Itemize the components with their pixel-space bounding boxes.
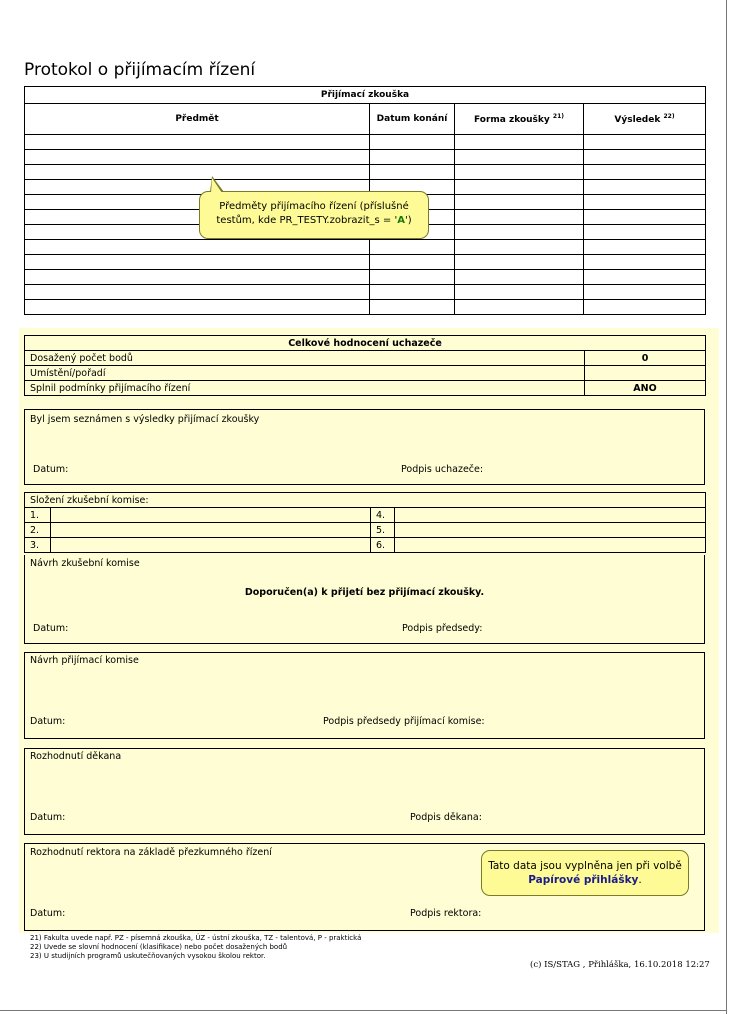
exam-cell — [25, 300, 370, 315]
exam-cell — [455, 135, 584, 150]
exam-cell — [584, 165, 706, 180]
exam-cell — [370, 240, 455, 255]
member-number: 3. — [25, 538, 51, 553]
member-name — [51, 523, 371, 538]
evaluation-table — [24, 335, 706, 396]
exam-cell — [455, 255, 584, 270]
eval-label-points: Dosažený počet bodů — [25, 351, 585, 366]
section-title: Návrh zkušební komise — [30, 558, 140, 569]
admission-proposal-section — [24, 652, 705, 739]
column-header-date: Datum konání — [370, 104, 455, 135]
exam-cell — [584, 270, 706, 285]
tooltip-line: testům, kde PR_TESTY.zobrazit_s = 'A') — [216, 215, 412, 226]
date-label: Datum: — [33, 464, 69, 475]
page-edge — [0, 1010, 727, 1011]
tooltip-line: Papírové přihlášky. — [528, 874, 642, 886]
exam-cell — [455, 165, 584, 180]
member-number: 6. — [371, 538, 395, 553]
exam-cell — [25, 165, 370, 180]
tooltip-line: Tato data jsou vyplněna jen při volbě — [488, 860, 682, 872]
exam-cell — [25, 150, 370, 165]
member-name — [51, 538, 371, 553]
exam-cell — [584, 255, 706, 270]
exam-row — [25, 270, 706, 285]
exam-cell — [584, 195, 706, 210]
tooltip-line: Předměty přijímacího řízení (příslušné — [219, 201, 409, 212]
member-name — [395, 523, 706, 538]
column-header-result: Výsledek $^{22)}$ — [584, 104, 706, 135]
footnote: 21) Fakulta uvede např. PZ - písemná zkouška, ÚZ - ústní zkouška, TZ - talentová, P - praktická — [30, 934, 362, 942]
evaluation-caption: Celkové hodnocení uchazeče — [25, 336, 706, 351]
exam-cell — [25, 135, 370, 150]
exam-cell — [584, 225, 706, 240]
subjects-tooltip — [199, 191, 429, 239]
section-title: Rozhodnutí děkana — [30, 751, 122, 762]
footnote: 23) U studijních programů uskutečňovaných vysokou školou rektor. — [30, 952, 266, 960]
exam-cell — [455, 180, 584, 195]
exam-cell — [25, 240, 370, 255]
date-label: Datum: — [30, 908, 66, 919]
page-edge — [726, 0, 727, 1014]
exam-cell — [584, 210, 706, 225]
exam-cell — [25, 270, 370, 285]
exam-table-caption: Přijímací zkouška — [25, 87, 706, 104]
exam-row — [25, 135, 706, 150]
committee-caption: Složení zkušební komise: — [25, 493, 706, 508]
eval-value-points: 0 — [585, 351, 706, 366]
exam-cell — [370, 285, 455, 300]
footnote: 22) Uvede se slovní hodnocení (klasifikace) nebo počet dosažených bodů — [30, 943, 288, 951]
exam-cell — [455, 225, 584, 240]
exam-cell — [370, 150, 455, 165]
exam-cell — [370, 255, 455, 270]
date-label: Datum: — [30, 716, 66, 727]
signature-label: Podpis rektora: — [410, 908, 482, 919]
member-number: 2. — [25, 523, 51, 538]
page-title: Protokol o přijímacím řízení — [24, 60, 256, 80]
exam-cell — [455, 240, 584, 255]
exam-cell — [370, 270, 455, 285]
member-number: 5. — [371, 523, 395, 538]
exam-cell — [584, 285, 706, 300]
exam-cell — [25, 285, 370, 300]
exam-cell — [455, 210, 584, 225]
eval-label-conditions: Splnil podmínky přijímacího řízení — [25, 381, 585, 396]
exam-cell — [584, 300, 706, 315]
exam-row — [25, 255, 706, 270]
exam-cell — [584, 135, 706, 150]
member-number: 4. — [371, 508, 395, 523]
exam-cell — [25, 255, 370, 270]
exam-row — [25, 165, 706, 180]
exam-cell — [584, 150, 706, 165]
exam-cell — [370, 300, 455, 315]
eval-label-rank: Umístění/pořadí — [25, 366, 585, 381]
exam-cell — [455, 270, 584, 285]
exam-row — [25, 285, 706, 300]
exam-cell — [584, 240, 706, 255]
section-title: Návrh přijímací komise — [30, 655, 139, 666]
column-header-subject: Předmět — [25, 104, 370, 135]
date-label: Datum: — [30, 812, 66, 823]
exam-cell — [370, 135, 455, 150]
acknowledgement-section — [24, 409, 705, 485]
exam-cell — [455, 285, 584, 300]
date-label: Datum: — [33, 623, 69, 634]
exam-row — [25, 240, 706, 255]
member-number: 1. — [25, 508, 51, 523]
signature-label: Podpis předsedy: — [402, 623, 483, 634]
eval-value-conditions: ANO — [585, 381, 706, 396]
member-name — [395, 538, 706, 553]
signature-label: Podpis děkana: — [410, 812, 482, 823]
committee-table — [24, 492, 706, 553]
exam-cell — [455, 300, 584, 315]
exam-cell — [370, 165, 455, 180]
copyright-text: (c) IS/STAG , Přihláška, 16.10.2018 12:27 — [530, 960, 710, 970]
column-header-form: Forma zkoušky $^{21)}$ — [455, 104, 584, 135]
member-name — [51, 508, 371, 523]
exam-row — [25, 150, 706, 165]
section-title: Rozhodnutí rektora na základě přezkumného řízení — [30, 847, 272, 858]
dean-decision-section — [24, 748, 705, 835]
exam-cell — [455, 150, 584, 165]
acknowledgement-text: Byl jsem seznámen s výsledky přijímací zkoušky — [30, 414, 260, 425]
signature-label: Podpis uchazeče: — [401, 464, 484, 475]
exam-cell — [584, 180, 706, 195]
exam-cell — [455, 195, 584, 210]
exam-row — [25, 300, 706, 315]
committee-proposal-section — [24, 555, 705, 644]
member-name — [395, 508, 706, 523]
eval-value-rank — [585, 366, 706, 381]
footnotes — [30, 934, 361, 961]
recommendation-text: Doporučen(a) k přijetí bez přijímací zkoušky. — [244, 587, 485, 598]
tooltip-tail — [211, 178, 222, 193]
signature-label: Podpis předsedy přijímací komise: — [323, 716, 485, 727]
paper-application-tooltip — [481, 850, 689, 896]
